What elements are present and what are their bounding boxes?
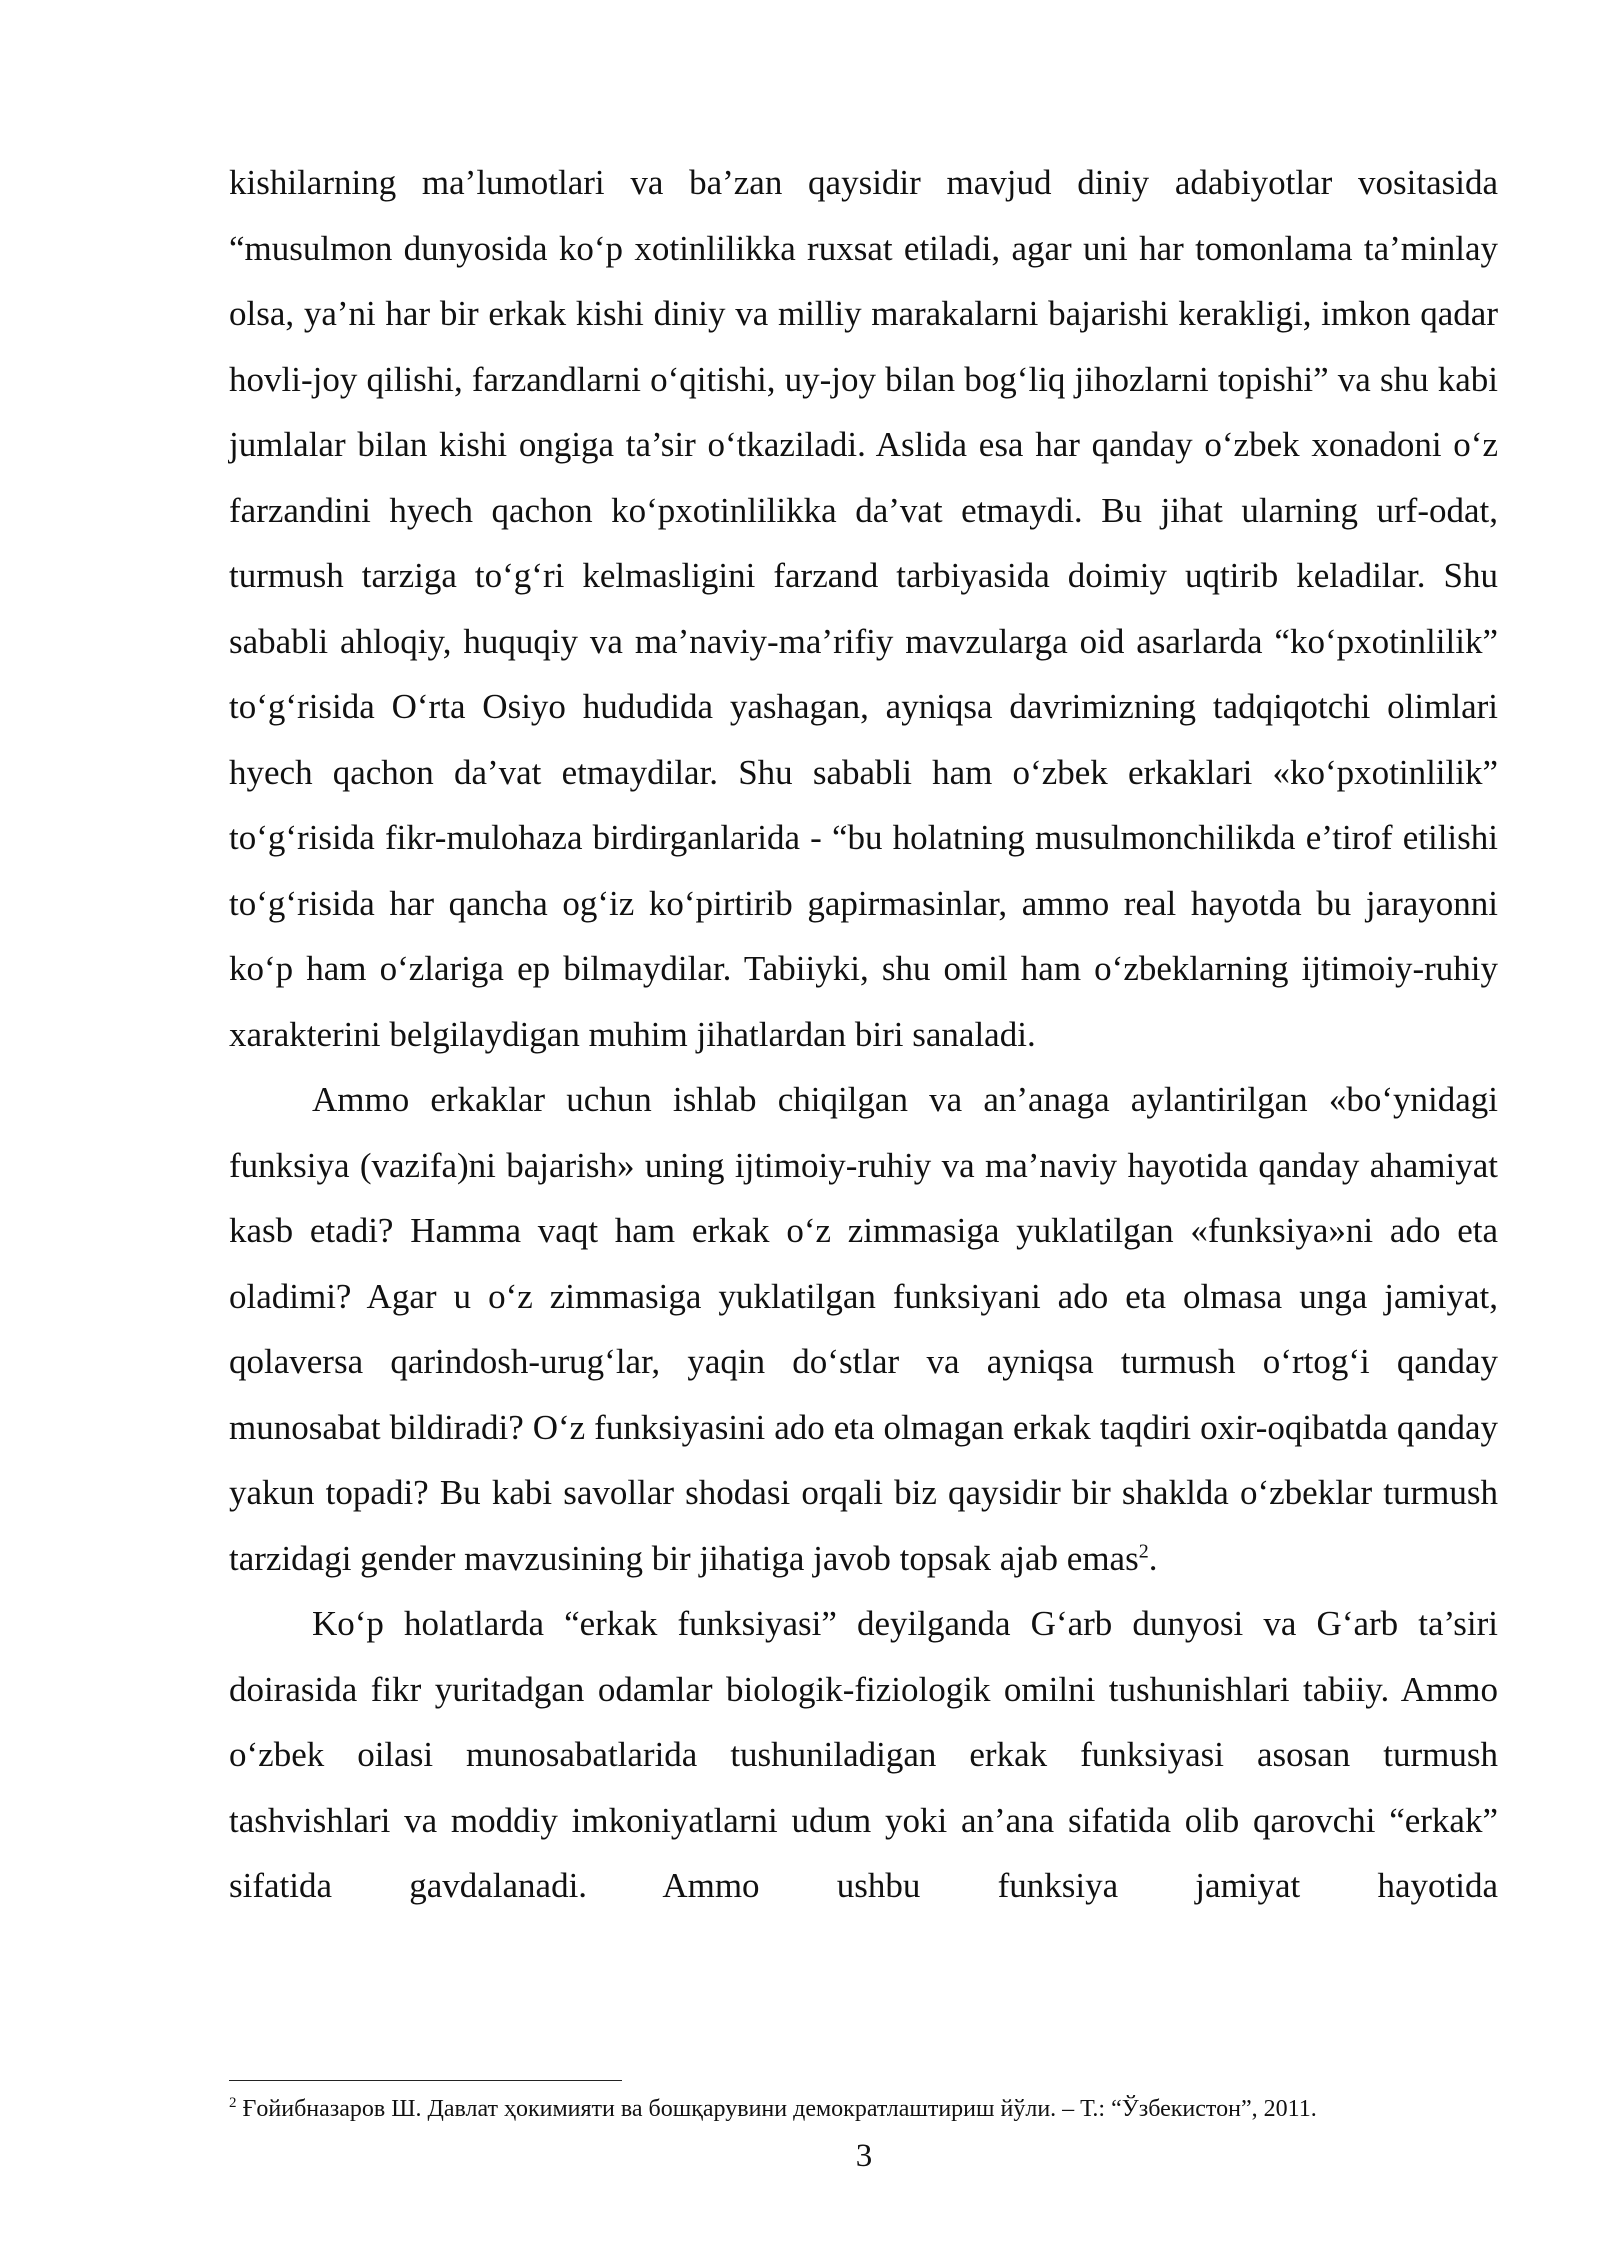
page-number: 3 (855, 2138, 873, 2174)
paragraph-2-text: Ammo erkaklar uchun ishlab chiqilgan va an’anaga aylantirilgan «bo‘ynidagi funksiya (vazifa)ni bajarish» uning ijtimoiy-ruhiy va ma’naviy hayotida qanday ahamiyat kasb etadi? Hamma vaqt ham erkak o‘z zimmasiga yuklatilgan «funksiya»ni ado eta oladimi? Agar u o‘z zimmasiga yuklatilgan funksiyani ado eta olmasa unga jamiyat, qolaversa qarindosh-urug‘lar, yaqin do‘stlar va ayniqsa turmush o‘rtog‘i qanday munosabat bildiradi? O‘z funksiyasini ado eta olmagan erkak taqdiri oxir-oqibatda qanday yakun topadi? Bu kabi savollar shodasi orqali biz qaysidir bir shaklda o‘zbeklar turmush tarzidagi gender mavzusining bir jihatiga javob topsak ajab emas (229, 1080, 1498, 1578)
body-text (229, 150, 1498, 1919)
footnote-separator (229, 2080, 622, 2081)
paragraph-1: kishilarning ma’lumotlari va ba’zan qaysidir mavjud diniy adabiyotlar vositasida “musulmon dunyosida ko‘p xotinlilikka ruxsat etiladi, agar uni har tomonlama ta’minlay olsa, ya’ni har bir erkak kishi diniy va milliy marakalarni bajarishi kerakligi, imkon qadar hovli-joy qilishi, farzandlarni o‘qitishi, uy-joy bilan bog‘liq jihozlarni topishi” va shu kabi jumlalar bilan kishi ongiga ta’sir o‘tkaziladi. Aslida esa har qanday o‘zbek xonadoni o‘z farzandini hyech qachon ko‘pxotinlilikka da’vat etmaydi. Bu jihat ularning urf-odat, turmush tarziga to‘g‘ri kelmasligini farzand tarbiyasida doimiy uqtirib keladilar. Shu sababli ahloqiy, huquqiy va ma’naviy-ma’rifiy mavzularga oid asarlarda “ko‘pxotinlilik” to‘g‘risida O‘rta Osiyo hududida yashagan, ayniqsa davrimizning tadqiqotchi olimlari hyech qachon da’vat etmaydilar. Shu sababli ham o‘zbek erkaklari «ko‘pxotinlilik” to‘g‘risida fikr-mulohaza birdirganlarida - “bu holatning musulmonchilikda e’tirof etilishi to‘g‘risida har qancha og‘iz ko‘pirtirib gapirmasinlar, ammo real hayotda bu jarayonni ko‘p ham o‘zlariga ep bilmaydilar. Tabiiyki, shu omil ham o‘zbeklarning ijtimoiy-ruhiy xarakterini belgilaydigan muhim jihatlardan biri sanaladi. (229, 163, 1498, 1054)
paragraph-2-end: . (1148, 1538, 1158, 1578)
paragraph-2 (229, 1067, 1498, 1591)
footnote-mark: 2 (229, 2095, 237, 2111)
paragraph-3: Ko‘p holatlarda “erkak funksiyasi” deyilganda G‘arb dunyosi va G‘arb ta’siri doirasida fikr yuritadgan odamlar biologik-fiziologik omilni tushunishlari tabiiy. Ammo o‘zbek oilasi munosabatlarida tushuniladigan erkak funksiyasi asosan turmush tashvishlari va moddiy imkoniyatlarni udum yoki an’ana sifatida olib qarovchi “erkak” sifatida gavdalanadi. Ammo ushbu funksiya jamiyat hayotida (229, 1604, 1498, 1905)
footnote (229, 2090, 1498, 2128)
footnote-text: Ғойибназаров Ш. Давлат ҳокимияти ва бошқарувини демократлаштириш йўли. – Т.: “Ўзбекистон”, 2011. (242, 2096, 1317, 2122)
footnote-reference[interactable]: 2 (1138, 1539, 1149, 1562)
